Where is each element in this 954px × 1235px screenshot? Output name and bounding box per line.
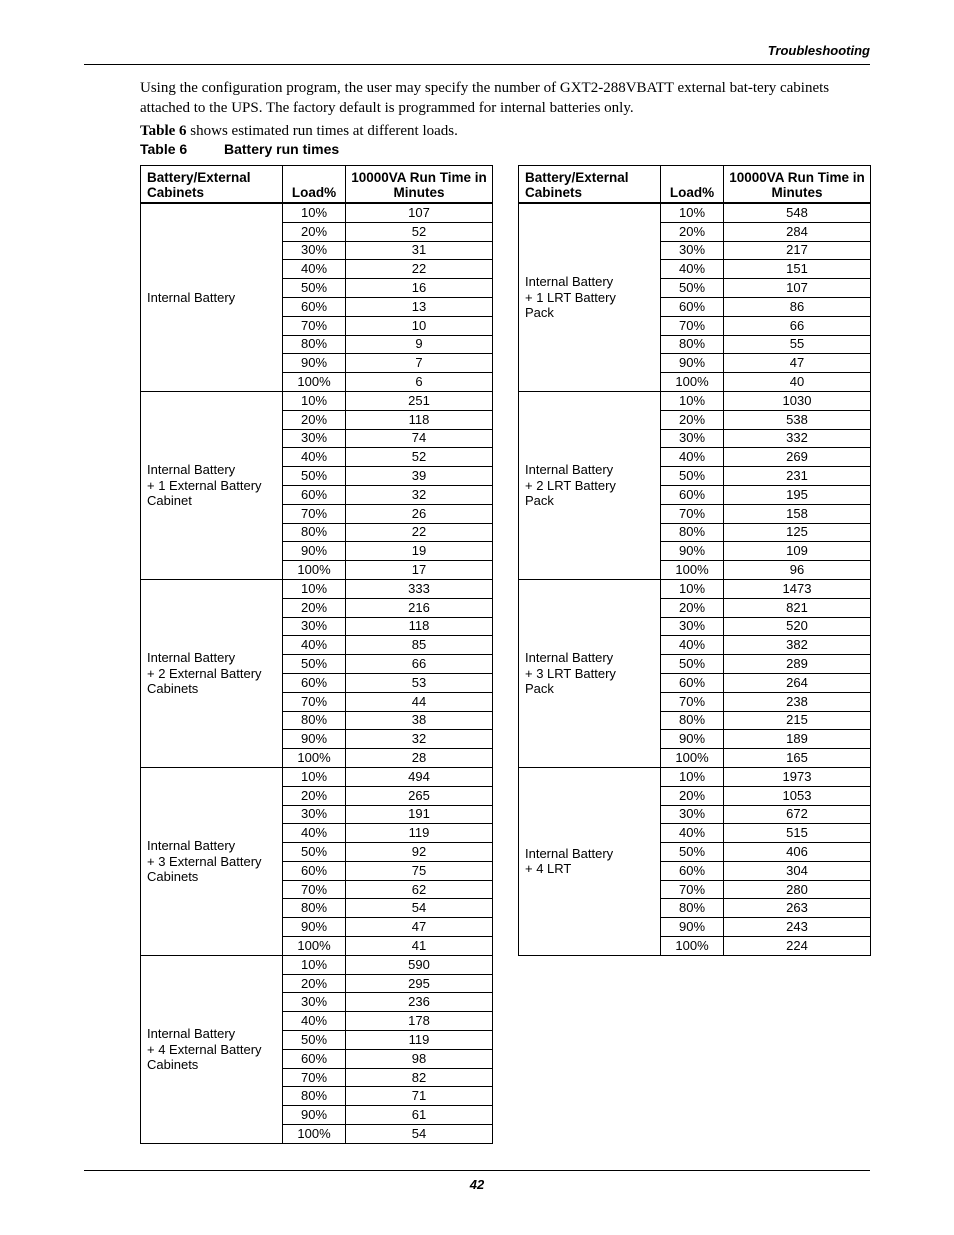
load-cell: 80% [283, 523, 346, 542]
cabinet-config-label: Internal Battery + 1 LRT Battery Pack [519, 203, 661, 391]
load-cell: 50% [283, 279, 346, 298]
runtime-cell: 515 [724, 824, 871, 843]
runtime-cell: 55 [724, 335, 871, 354]
runtime-cell: 53 [346, 673, 493, 692]
runtime-cell: 289 [724, 655, 871, 674]
load-cell: 90% [661, 354, 724, 373]
runtime-cell: 590 [346, 955, 493, 974]
load-cell: 90% [661, 918, 724, 937]
intro-paragraph-2-text: shows estimated run times at different loads. [186, 123, 458, 139]
runtime-cell: 32 [346, 730, 493, 749]
runtime-cell: 265 [346, 786, 493, 805]
load-cell: 30% [283, 805, 346, 824]
runtime-cell: 1973 [724, 767, 871, 786]
runtime-cell: 26 [346, 504, 493, 523]
load-cell: 10% [661, 579, 724, 598]
table-row [141, 203, 493, 222]
cabinet-config-label: Internal Battery + 2 External Battery Cabinets [141, 579, 283, 767]
runtime-cell: 109 [724, 542, 871, 561]
load-cell: 60% [283, 673, 346, 692]
runtime-cell: 215 [724, 711, 871, 730]
runtime-cell: 54 [346, 1125, 493, 1144]
load-cell: 40% [283, 448, 346, 467]
runtime-cell: 7 [346, 354, 493, 373]
load-cell: 80% [661, 711, 724, 730]
runtime-cell: 66 [346, 655, 493, 674]
runtime-cell: 22 [346, 260, 493, 279]
runtime-cell: 52 [346, 448, 493, 467]
load-cell: 70% [283, 316, 346, 335]
runtime-cell: 13 [346, 297, 493, 316]
runtime-cell: 107 [724, 279, 871, 298]
table-caption-number: Table 6 [140, 141, 188, 157]
runtime-cell: 548 [724, 203, 871, 222]
load-cell: 50% [661, 655, 724, 674]
load-cell: 20% [283, 410, 346, 429]
runtime-cell: 31 [346, 241, 493, 260]
load-cell: 30% [661, 805, 724, 824]
load-cell: 70% [661, 880, 724, 899]
runtime-cell: 189 [724, 730, 871, 749]
load-cell: 30% [661, 617, 724, 636]
load-cell: 20% [661, 410, 724, 429]
load-cell: 10% [283, 767, 346, 786]
runtime-cell: 382 [724, 636, 871, 655]
load-cell: 40% [661, 824, 724, 843]
load-cell: 30% [661, 429, 724, 448]
load-cell: 80% [283, 1087, 346, 1106]
table-row [141, 579, 493, 598]
runtime-cell: 1030 [724, 391, 871, 410]
runtime-cell: 19 [346, 542, 493, 561]
runtime-cell: 96 [724, 561, 871, 580]
table-header-row [519, 166, 871, 204]
runtime-cell: 1053 [724, 786, 871, 805]
runtime-cell: 243 [724, 918, 871, 937]
runtime-cell: 71 [346, 1087, 493, 1106]
load-cell: 50% [661, 843, 724, 862]
runtime-cell: 217 [724, 241, 871, 260]
runtime-cell: 304 [724, 861, 871, 880]
load-cell: 40% [283, 1012, 346, 1031]
load-cell: 80% [283, 711, 346, 730]
runtime-cell: 66 [724, 316, 871, 335]
load-cell: 100% [283, 373, 346, 392]
load-cell: 20% [283, 222, 346, 241]
load-cell: 40% [661, 636, 724, 655]
load-cell: 30% [283, 617, 346, 636]
runtime-cell: 38 [346, 711, 493, 730]
load-cell: 20% [283, 598, 346, 617]
load-cell: 70% [661, 504, 724, 523]
runtime-cell: 264 [724, 673, 871, 692]
battery-table-left [140, 165, 493, 1144]
intro-paragraph-2 [140, 121, 870, 141]
load-cell: 70% [283, 880, 346, 899]
cabinet-config-label: Internal Battery [141, 203, 283, 391]
runtime-cell: 61 [346, 1106, 493, 1125]
load-cell: 90% [661, 730, 724, 749]
load-cell: 100% [661, 373, 724, 392]
load-cell: 60% [661, 673, 724, 692]
load-cell: 100% [661, 937, 724, 956]
load-cell: 30% [283, 429, 346, 448]
runtime-cell: 85 [346, 636, 493, 655]
intro-text [140, 78, 870, 144]
load-cell: 50% [283, 467, 346, 486]
load-cell: 20% [283, 786, 346, 805]
load-cell: 10% [661, 767, 724, 786]
load-cell: 40% [661, 260, 724, 279]
runtime-cell: 236 [346, 993, 493, 1012]
load-cell: 50% [283, 843, 346, 862]
runtime-cell: 821 [724, 598, 871, 617]
runtime-cell: 406 [724, 843, 871, 862]
runtime-cell: 333 [346, 579, 493, 598]
load-cell: 70% [283, 504, 346, 523]
runtime-cell: 119 [346, 824, 493, 843]
runtime-cell: 39 [346, 467, 493, 486]
runtime-cell: 238 [724, 692, 871, 711]
load-cell: 10% [283, 391, 346, 410]
runtime-cell: 538 [724, 410, 871, 429]
runtime-cell: 125 [724, 523, 871, 542]
runtime-cell: 165 [724, 749, 871, 768]
runtime-cell: 75 [346, 861, 493, 880]
load-cell: 40% [283, 260, 346, 279]
runtime-cell: 92 [346, 843, 493, 862]
runtime-cell: 44 [346, 692, 493, 711]
load-cell: 50% [661, 279, 724, 298]
table-row [141, 767, 493, 786]
runtime-cell: 672 [724, 805, 871, 824]
table-row [141, 955, 493, 974]
load-cell: 100% [661, 561, 724, 580]
table-row [519, 579, 871, 598]
runtime-cell: 86 [724, 297, 871, 316]
cabinet-config-label: Internal Battery + 3 External Battery Cabinets [141, 767, 283, 955]
runtime-cell: 118 [346, 410, 493, 429]
runtime-cell: 107 [346, 203, 493, 222]
header-cabinets: Battery/External Cabinets [141, 166, 283, 204]
footer-rule [84, 1170, 870, 1171]
header-runtime: 10000VA Run Time in Minutes [724, 166, 871, 204]
section-title: Troubleshooting [767, 43, 870, 58]
runtime-cell: 47 [724, 354, 871, 373]
load-cell: 100% [283, 937, 346, 956]
runtime-cell: 1473 [724, 579, 871, 598]
header-cabinets: Battery/External Cabinets [519, 166, 661, 204]
cabinet-config-label: Internal Battery + 3 LRT Battery Pack [519, 579, 661, 767]
table-reference: Table 6 [140, 123, 187, 139]
runtime-cell: 28 [346, 749, 493, 768]
runtime-cell: 216 [346, 598, 493, 617]
load-cell: 60% [661, 861, 724, 880]
table-row [141, 391, 493, 410]
load-cell: 70% [661, 692, 724, 711]
runtime-cell: 9 [346, 335, 493, 354]
runtime-cell: 98 [346, 1049, 493, 1068]
header-load: Load% [661, 166, 724, 204]
runtime-cell: 47 [346, 918, 493, 937]
runtime-cell: 263 [724, 899, 871, 918]
runtime-cell: 22 [346, 523, 493, 542]
header-load: Load% [283, 166, 346, 204]
runtime-cell: 62 [346, 880, 493, 899]
load-cell: 60% [283, 485, 346, 504]
runtime-cell: 224 [724, 937, 871, 956]
load-cell: 90% [283, 918, 346, 937]
load-cell: 90% [283, 542, 346, 561]
runtime-cell: 10 [346, 316, 493, 335]
load-cell: 60% [283, 861, 346, 880]
runtime-cell: 52 [346, 222, 493, 241]
intro-paragraph: Using the configuration program, the user may specify the number of GXT2-288VBATT external bat-tery cabinets attached to the UPS. The factory default is programmed for internal batteries only. [140, 80, 830, 116]
runtime-cell: 191 [346, 805, 493, 824]
load-cell: 20% [661, 598, 724, 617]
load-cell: 40% [661, 448, 724, 467]
load-cell: 80% [283, 335, 346, 354]
runtime-cell: 16 [346, 279, 493, 298]
load-cell: 80% [661, 899, 724, 918]
runtime-cell: 231 [724, 467, 871, 486]
page-number: 42 [469, 1177, 485, 1192]
load-cell: 40% [283, 824, 346, 843]
load-cell: 100% [661, 749, 724, 768]
load-cell: 70% [661, 316, 724, 335]
load-cell: 20% [661, 786, 724, 805]
load-cell: 50% [661, 467, 724, 486]
load-cell: 80% [283, 899, 346, 918]
runtime-cell: 118 [346, 617, 493, 636]
runtime-cell: 119 [346, 1031, 493, 1050]
load-cell: 40% [283, 636, 346, 655]
table-caption [140, 141, 339, 157]
load-cell: 30% [283, 241, 346, 260]
load-cell: 30% [661, 241, 724, 260]
load-cell: 20% [283, 974, 346, 993]
load-cell: 60% [661, 485, 724, 504]
header-runtime: 10000VA Run Time in Minutes [346, 166, 493, 204]
load-cell: 90% [283, 1106, 346, 1125]
load-cell: 10% [283, 203, 346, 222]
header-rule [84, 64, 870, 65]
runtime-cell: 178 [346, 1012, 493, 1031]
runtime-cell: 40 [724, 373, 871, 392]
runtime-cell: 284 [724, 222, 871, 241]
runtime-cell: 6 [346, 373, 493, 392]
load-cell: 100% [283, 749, 346, 768]
load-cell: 60% [283, 297, 346, 316]
load-cell: 80% [661, 523, 724, 542]
table-row [519, 767, 871, 786]
table-row [519, 203, 871, 222]
runtime-cell: 82 [346, 1068, 493, 1087]
runtime-cell: 41 [346, 937, 493, 956]
load-cell: 10% [283, 955, 346, 974]
load-cell: 70% [283, 1068, 346, 1087]
runtime-cell: 195 [724, 485, 871, 504]
runtime-cell: 494 [346, 767, 493, 786]
battery-table-right [518, 165, 871, 956]
table-row [519, 391, 871, 410]
load-cell: 20% [661, 222, 724, 241]
cabinet-config-label: Internal Battery + 4 External Battery Cabinets [141, 955, 283, 1143]
runtime-cell: 295 [346, 974, 493, 993]
load-cell: 80% [661, 335, 724, 354]
load-cell: 90% [661, 542, 724, 561]
runtime-cell: 151 [724, 260, 871, 279]
runtime-cell: 17 [346, 561, 493, 580]
runtime-cell: 251 [346, 391, 493, 410]
runtime-cell: 158 [724, 504, 871, 523]
cabinet-config-label: Internal Battery + 1 External Battery Cabinet [141, 391, 283, 579]
runtime-cell: 74 [346, 429, 493, 448]
runtime-cell: 269 [724, 448, 871, 467]
runtime-cell: 280 [724, 880, 871, 899]
runtime-cell: 520 [724, 617, 871, 636]
load-cell: 100% [283, 561, 346, 580]
table-caption-title: Battery run times [224, 141, 340, 157]
load-cell: 100% [283, 1125, 346, 1144]
load-cell: 10% [283, 579, 346, 598]
load-cell: 90% [283, 730, 346, 749]
runtime-cell: 54 [346, 899, 493, 918]
cabinet-config-label: Internal Battery + 4 LRT [519, 767, 661, 955]
load-cell: 50% [283, 655, 346, 674]
load-cell: 30% [283, 993, 346, 1012]
load-cell: 90% [283, 354, 346, 373]
runtime-cell: 32 [346, 485, 493, 504]
table-header-row [141, 166, 493, 204]
load-cell: 10% [661, 391, 724, 410]
load-cell: 50% [283, 1031, 346, 1050]
load-cell: 10% [661, 203, 724, 222]
cabinet-config-label: Internal Battery + 2 LRT Battery Pack [519, 391, 661, 579]
load-cell: 70% [283, 692, 346, 711]
runtime-cell: 332 [724, 429, 871, 448]
load-cell: 60% [283, 1049, 346, 1068]
load-cell: 60% [661, 297, 724, 316]
